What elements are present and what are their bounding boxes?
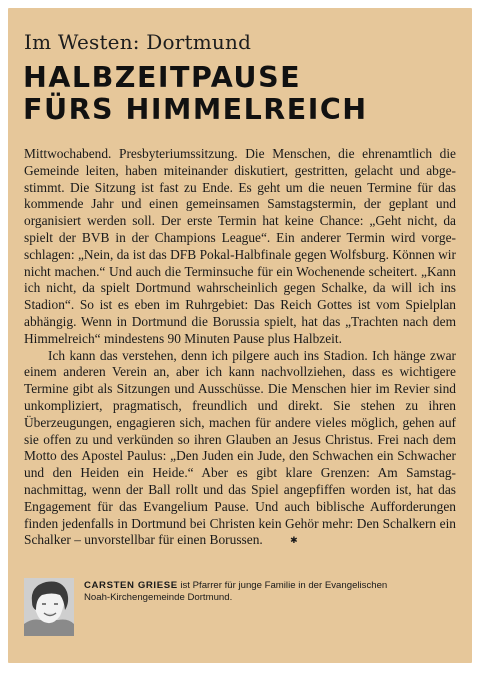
author-name: CARSTEN GRIESE [84,580,178,591]
author-portrait-icon [24,578,74,636]
article-body [24,146,456,550]
author-bio [84,580,414,604]
headline-line-1: HALBZEITPAUSE [23,61,302,94]
headline-line-2: FÜRS HIMMELREICH [23,93,368,126]
paragraph-1 [24,146,456,348]
author-description: ist Pfarrer für junge Familie in der Evangelischen Noah-Kirchengemeinde Dortmund. [84,580,388,604]
paragraph-2-text: Ich kann das verstehen, denn ich pilgere auch ins Stadion. Ich hänge zwar einem anderen Verein an, aber ich kann nachvollziehen, dass es wichtigere Termine gibt als Sitzungen und Ausschüsse. Die Menschen hier im Revier sind unkompliziert, pragmatisch, freundlich und direkt. Sie stehen zu ihren Überzeugungen, engagieren sich, machen für andere vieles möglich, gehen auf sie offen zu und verkünden so ihren Glauben an Jesus Christus. Frei nach dem Motto des Apostel Paulus: „Den Juden ein Jude, den Schwachen ein Schwacher und den Heiden ein Heide.“ Aber es gibt klare Grenzen: Am Samstagnachmittag, wenn der Ball rollt und das Spiel angepfiffen worden ist, hat das Engagement für das Evangelium Pause. Und auch biblische Aufforderungen finden jedenfalls in Dortmund bei Christen kein Gehör mehr: Den Schalkern ein Schalker – unvorstellbar für einen Borussen. [24,347,456,548]
author-photo [24,578,74,636]
article-kicker: Im Westen: Dortmund [24,30,252,54]
article-headline [23,62,368,126]
end-mark-icon: ✱ [290,535,298,546]
paragraph-2 [24,348,456,551]
paragraph-1-text: Mittwochabend. Presbyteriumssitzung. Die Menschen, die ehrenamtlich die Gemeinde leiten, haben miteinander diskutiert, gestritten, gelacht und abgestimmt. Die Sitzung ist fast zu Ende. Es geht um die neuen Termine für das kommende Jahr und einen gemeinsamen Samstagstermin, der geplant und organisiert werden soll. Der erste Termin hat keine Chance: „Geht nicht, da spielt der BVB in der Champions League“. Ein anderer Termin wird vorgeschlagen: „Nein, da ist das DFB Pokal-Halbfinale gegen Wolfsburg. Können wir nicht machen.“ Und auch die Terminsuche für ein Wochenende scheitert. „Kann ich nicht, da spielt Dortmund wahrscheinlich gegen Schalke, da will ich ins Stadion“. So ist es eben im Ruhrgebiet: Das Reich Gottes ist vom Spielplan abhängig. Wenn in Dortmund die Borussia spielt, hat das „Trachten nach dem Himmelreich“ mindestens 90 Minuten Pause plus Halbzeit. [24,146,456,346]
